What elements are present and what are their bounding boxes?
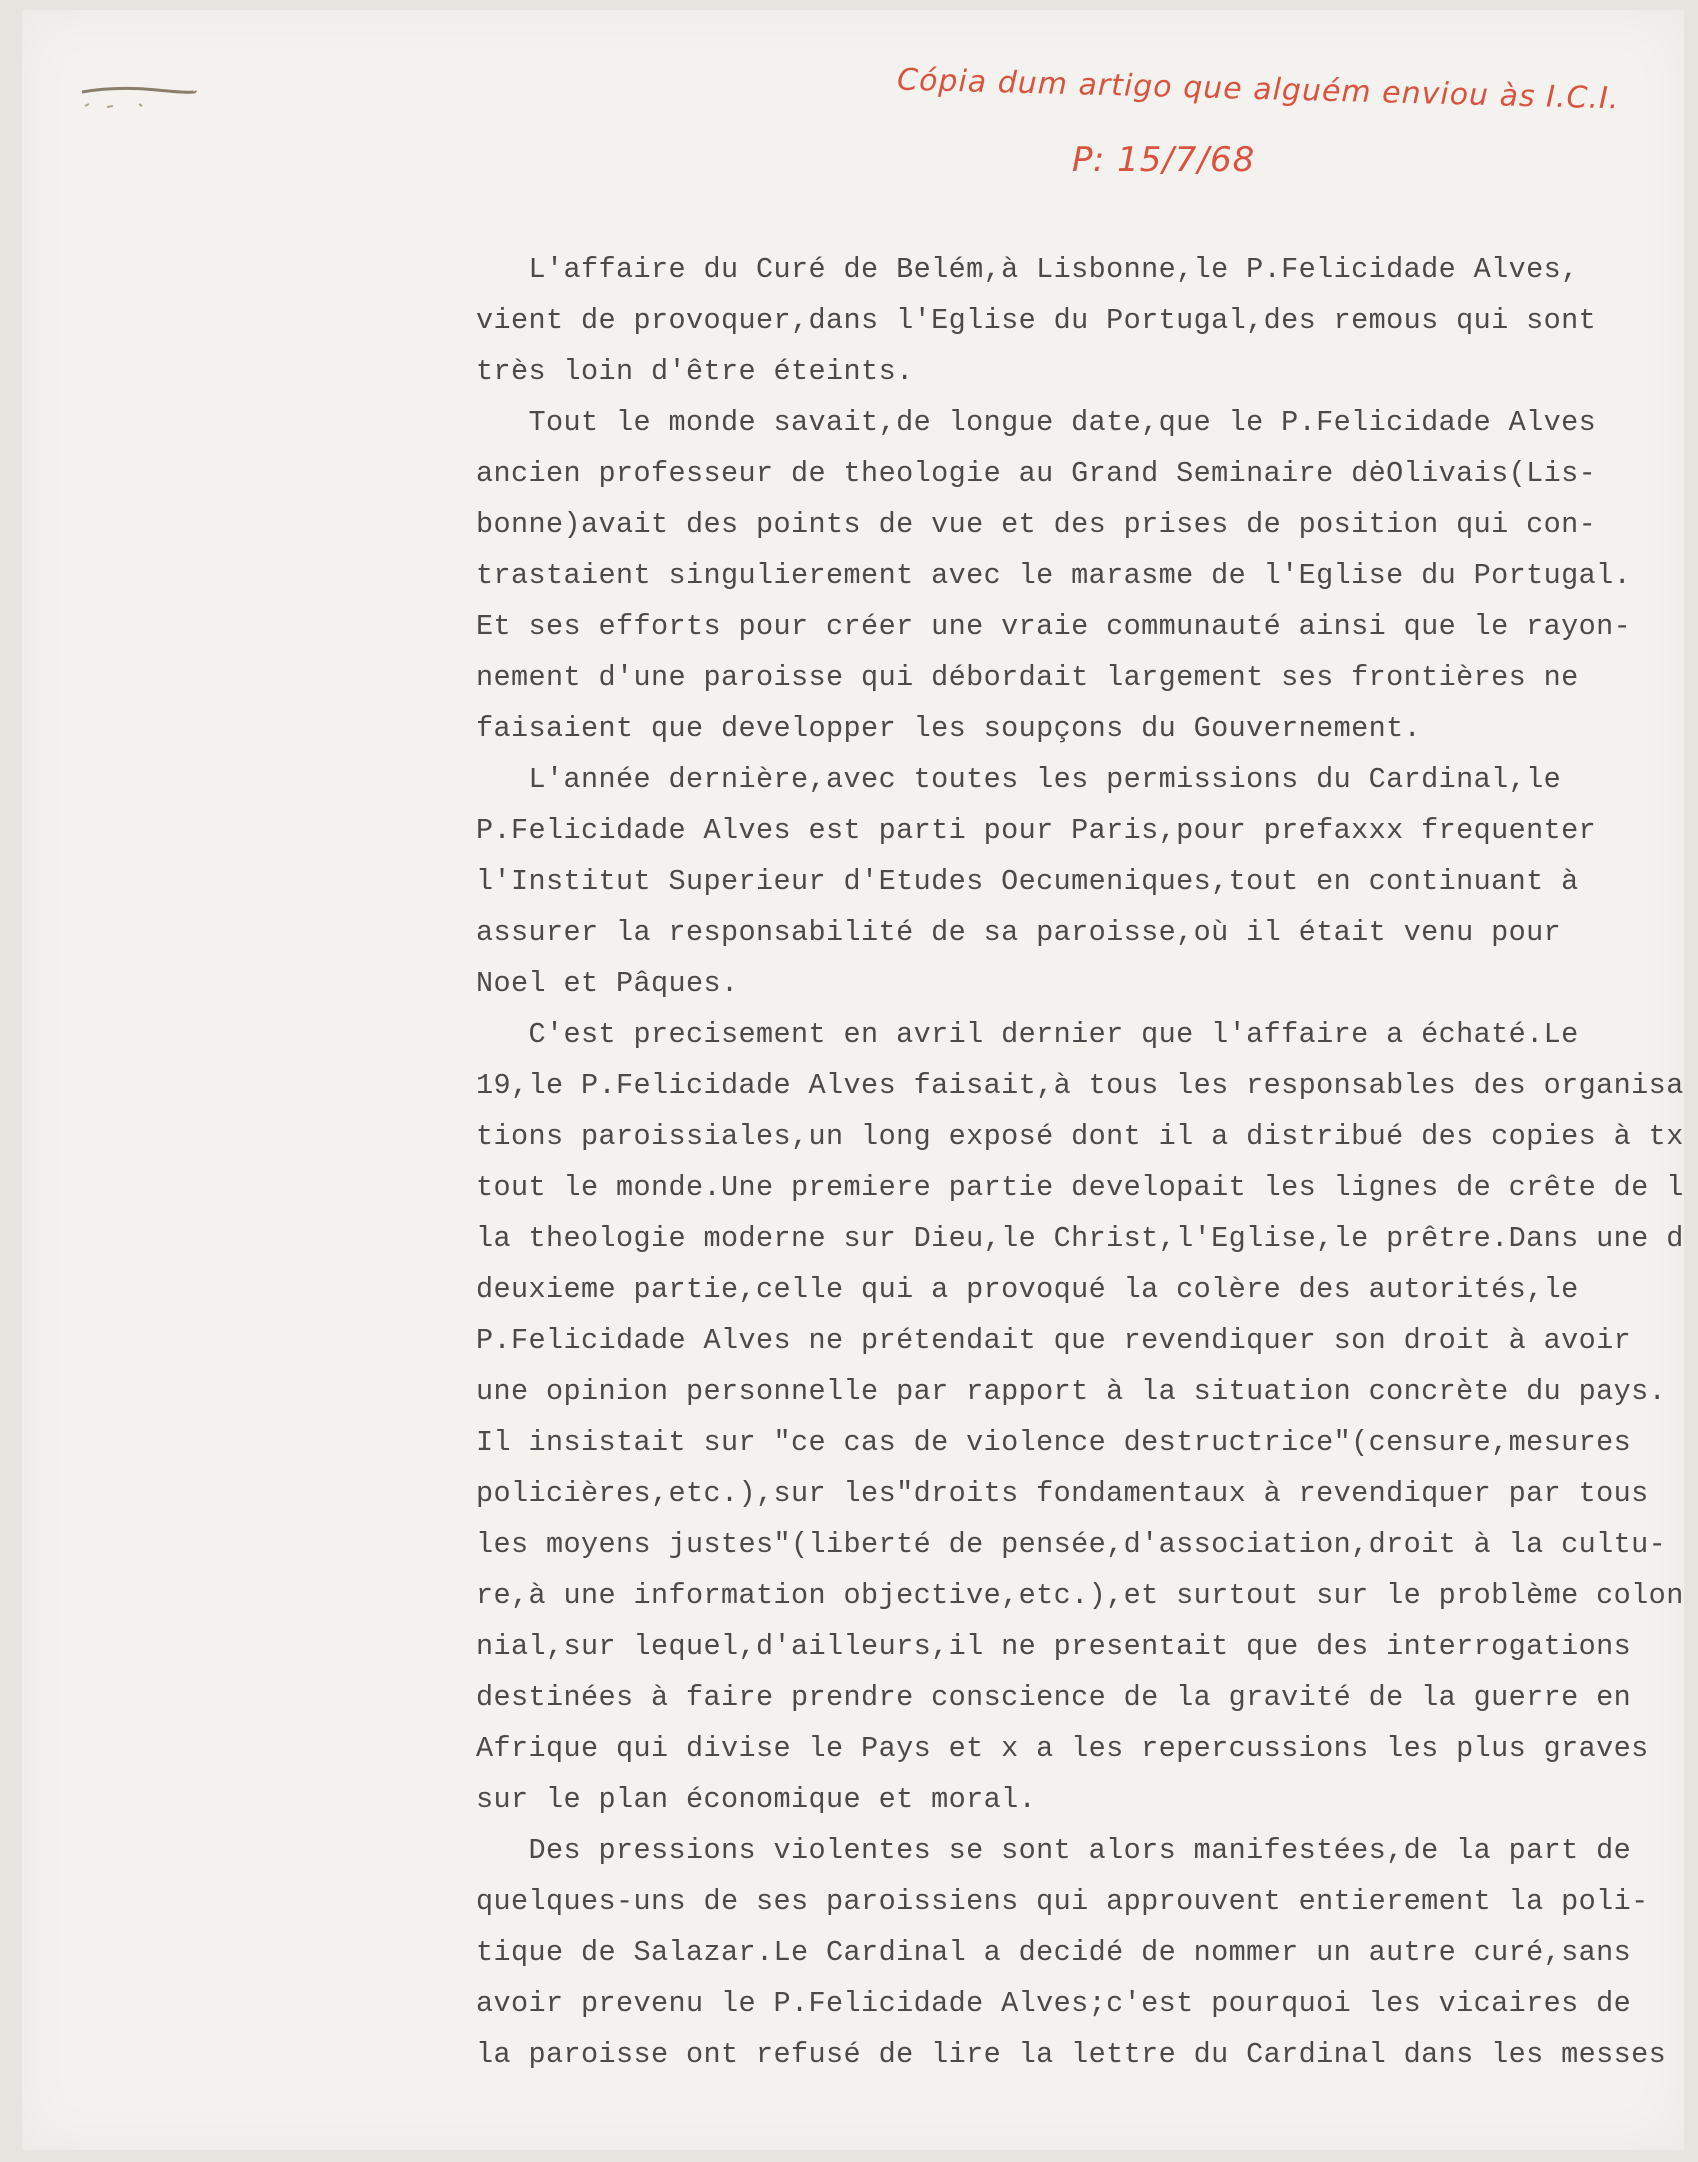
handwritten-annotation-line-2: P: 15/7/68 bbox=[1072, 140, 1256, 180]
text-line: Des pressions violentes se sont alors manifestées,de la part de bbox=[476, 1834, 1632, 1867]
handwritten-annotation-line-1: Cópia dum artigo que alguém enviou às I.C.I. bbox=[896, 62, 1620, 117]
text-line: tout le monde.Une premiere partie developait les lignes de crête de l bbox=[476, 1171, 1684, 1204]
text-line: sur le plan économique et moral. bbox=[476, 1783, 1037, 1816]
text-line: une opinion personnelle par rapport à la situation concrète du pays. bbox=[476, 1375, 1667, 1408]
text-line: ancien professeur de theologie au Grand Seminaire dėOlivais(Lis- bbox=[476, 457, 1597, 490]
text-line: Noel et Pâques. bbox=[476, 967, 739, 1000]
text-line: L'affaire du Curé de Belém,à Lisbonne,le P.Felicidade Alves, bbox=[476, 253, 1579, 286]
text-line: destinées à faire prendre conscience de la gravité de la guerre en bbox=[476, 1681, 1632, 1714]
paragraph bbox=[476, 244, 1698, 397]
paragraph bbox=[476, 397, 1698, 754]
text-line: nial,sur lequel,d'ailleurs,il ne presentait que des interrogations bbox=[476, 1630, 1632, 1663]
text-line: policières,etc.),sur les"droits fondamentaux à revendiquer par tous bbox=[476, 1477, 1649, 1510]
text-line: re,à une information objective,etc.),et surtout sur le problème colon bbox=[476, 1579, 1684, 1612]
text-line: 19,le P.Felicidade Alves faisait,à tous les responsables des organisa bbox=[476, 1069, 1684, 1102]
text-line: tique de Salazar.Le Cardinal a decidé de nommer un autre curé,sans bbox=[476, 1936, 1632, 1969]
text-line: tions paroissiales,un long exposé dont il a distribué des copies à tx bbox=[476, 1120, 1684, 1153]
text-line: Tout le monde savait,de longue date,que le P.Felicidade Alves bbox=[476, 406, 1597, 439]
text-line: P.Felicidade Alves ne prétendait que revendiquer son droit à avoir bbox=[476, 1324, 1632, 1357]
text-line: l'Institut Superieur d'Etudes Oecumeniques,tout en continuant à bbox=[476, 865, 1579, 898]
text-line: avoir prevenu le P.Felicidade Alves;c'est pourquoi les vicaires de bbox=[476, 1987, 1632, 2020]
pencil-mark-icon bbox=[77, 82, 197, 112]
text-line: faisaient que developper les soupçons du Gouvernement. bbox=[476, 712, 1422, 745]
text-line: assurer la responsabilité de sa paroisse,où il était venu pour bbox=[476, 916, 1562, 949]
text-line: trastaient singulierement avec le marasme de l'Eglise du Portugal. bbox=[476, 559, 1632, 592]
text-line: nement d'une paroisse qui débordait largement ses frontières ne bbox=[476, 661, 1579, 694]
paragraph bbox=[476, 1825, 1698, 2080]
text-line: très loin d'être éteints. bbox=[476, 355, 914, 388]
text-line: deuxieme partie,celle qui a provoqué la colère des autorités,le bbox=[476, 1273, 1579, 1306]
typewritten-page bbox=[22, 10, 1684, 2150]
text-line: la paroisse ont refusé de lire la lettre du Cardinal dans les messes bbox=[476, 2038, 1667, 2071]
text-line: bonne)avait des points de vue et des prises de position qui con- bbox=[476, 508, 1597, 541]
text-line: vient de provoquer,dans l'Eglise du Portugal,des remous qui sont bbox=[476, 304, 1597, 337]
paragraph bbox=[476, 754, 1698, 1009]
text-line: Afrique qui divise le Pays et x a les repercussions les plus graves bbox=[476, 1732, 1649, 1765]
document-body bbox=[476, 244, 1698, 2080]
text-line: les moyens justes"(liberté de pensée,d'association,droit à la cultu- bbox=[476, 1528, 1667, 1561]
paragraph bbox=[476, 1009, 1698, 1825]
text-line: quelques-uns de ses paroissiens qui approuvent entierement la poli- bbox=[476, 1885, 1649, 1918]
text-line: C'est precisement en avril dernier que l'affaire a échaté.Le bbox=[476, 1018, 1579, 1051]
text-line: Il insistait sur "ce cas de violence destructrice"(censure,mesures bbox=[476, 1426, 1632, 1459]
text-line: Et ses efforts pour créer une vraie communauté ainsi que le rayon- bbox=[476, 610, 1632, 643]
text-line: P.Felicidade Alves est parti pour Paris,pour prefaxxx frequenter bbox=[476, 814, 1597, 847]
text-line: L'année dernière,avec toutes les permissions du Cardinal,le bbox=[476, 763, 1562, 796]
text-line: la theologie moderne sur Dieu,le Christ,l'Eglise,le prêtre.Dans une d bbox=[476, 1222, 1684, 1255]
